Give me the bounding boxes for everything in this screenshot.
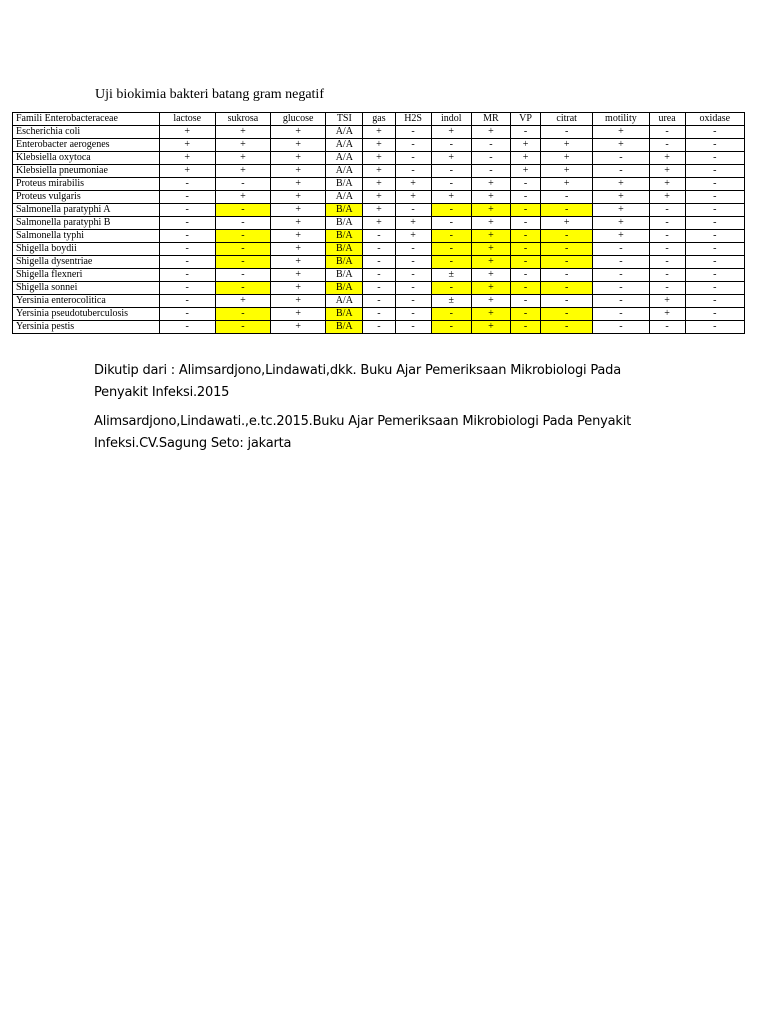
column-header: MR xyxy=(471,113,510,126)
result-cell: - xyxy=(395,269,431,282)
column-header: sukrosa xyxy=(215,113,270,126)
result-cell: + xyxy=(159,139,215,152)
bacteria-name-cell: Proteus vulgaris xyxy=(13,191,160,204)
result-cell: - xyxy=(685,269,744,282)
result-cell: - xyxy=(510,321,540,334)
bacteria-name-cell: Yersinia enterocolitica xyxy=(13,295,160,308)
result-cell: - xyxy=(685,282,744,295)
result-cell: + xyxy=(363,152,395,165)
result-cell: - xyxy=(363,269,395,282)
result-cell: - xyxy=(541,126,593,139)
result-cell: - xyxy=(649,230,685,243)
result-cell: - xyxy=(431,321,471,334)
result-cell: A/A xyxy=(326,139,363,152)
result-cell: - xyxy=(159,243,215,256)
result-cell: - xyxy=(395,256,431,269)
result-cell: + xyxy=(159,165,215,178)
result-cell: - xyxy=(215,256,270,269)
result-cell: + xyxy=(363,178,395,191)
result-cell: - xyxy=(431,204,471,217)
result-cell: - xyxy=(510,217,540,230)
column-header: gas xyxy=(363,113,395,126)
result-cell: - xyxy=(510,191,540,204)
result-cell: B/A xyxy=(326,204,363,217)
result-cell: + xyxy=(649,178,685,191)
result-cell: + xyxy=(593,178,649,191)
result-cell: A/A xyxy=(326,152,363,165)
result-cell: - xyxy=(471,139,510,152)
result-cell: - xyxy=(685,139,744,152)
result-cell: - xyxy=(649,256,685,269)
result-cell: - xyxy=(649,243,685,256)
result-cell: + xyxy=(431,126,471,139)
result-cell: - xyxy=(215,230,270,243)
result-cell: + xyxy=(159,152,215,165)
result-cell: - xyxy=(649,321,685,334)
result-cell: - xyxy=(593,295,649,308)
result-cell: - xyxy=(649,139,685,152)
result-cell: - xyxy=(395,152,431,165)
result-cell: + xyxy=(271,152,326,165)
result-cell: + xyxy=(471,191,510,204)
result-cell: - xyxy=(685,321,744,334)
table-row xyxy=(13,308,745,321)
result-cell: + xyxy=(471,243,510,256)
result-cell: + xyxy=(271,126,326,139)
result-cell: + xyxy=(271,165,326,178)
table-header-row xyxy=(13,113,745,126)
result-cell: + xyxy=(541,178,593,191)
result-cell: + xyxy=(541,139,593,152)
result-cell: + xyxy=(431,191,471,204)
result-cell: A/A xyxy=(326,191,363,204)
result-cell: - xyxy=(395,126,431,139)
result-cell: + xyxy=(363,191,395,204)
result-cell: - xyxy=(649,282,685,295)
result-cell: - xyxy=(159,269,215,282)
result-cell: + xyxy=(395,191,431,204)
result-cell: - xyxy=(395,139,431,152)
result-cell: + xyxy=(363,126,395,139)
table-row xyxy=(13,256,745,269)
result-cell: B/A xyxy=(326,230,363,243)
result-cell: - xyxy=(363,308,395,321)
column-header-family: Famili Enterobacteraceae xyxy=(13,113,160,126)
result-cell: - xyxy=(363,256,395,269)
table-row xyxy=(13,269,745,282)
reference-text: Alimsardjono,Lindawati.,e.tc.2015.Buku Ajar Pemeriksaan Mikrobiologi Pada Penyakit Infeksi.CV.Sagung Seto: jakarta xyxy=(94,414,632,451)
bacteria-name-cell: Enterobacter aerogenes xyxy=(13,139,160,152)
result-cell: B/A xyxy=(326,256,363,269)
result-cell: + xyxy=(215,295,270,308)
result-cell: - xyxy=(685,126,744,139)
result-cell: - xyxy=(363,321,395,334)
result-cell: B/A xyxy=(326,282,363,295)
bacteria-name-cell: Salmonella typhi xyxy=(13,230,160,243)
result-cell: - xyxy=(363,230,395,243)
result-cell: - xyxy=(510,230,540,243)
table-row xyxy=(13,217,745,230)
result-cell: - xyxy=(541,269,593,282)
result-cell: - xyxy=(510,282,540,295)
result-cell: - xyxy=(593,321,649,334)
result-cell: - xyxy=(541,204,593,217)
table-row xyxy=(13,282,745,295)
result-cell: + xyxy=(271,178,326,191)
result-cell: A/A xyxy=(326,295,363,308)
result-cell: - xyxy=(215,217,270,230)
result-cell: - xyxy=(593,243,649,256)
result-cell: + xyxy=(271,321,326,334)
bacteria-name-cell: Yersinia pestis xyxy=(13,321,160,334)
result-cell: + xyxy=(363,217,395,230)
result-cell: + xyxy=(159,126,215,139)
column-header: urea xyxy=(649,113,685,126)
column-header: VP xyxy=(510,113,540,126)
result-cell: - xyxy=(593,152,649,165)
result-cell: - xyxy=(649,269,685,282)
result-cell: + xyxy=(395,178,431,191)
result-cell: - xyxy=(541,308,593,321)
result-cell: + xyxy=(271,308,326,321)
document-title: Uji biokimia bakteri batang gram negatif xyxy=(95,87,324,102)
result-cell: - xyxy=(159,230,215,243)
bacteria-name-cell: Shigella flexneri xyxy=(13,269,160,282)
result-cell: + xyxy=(271,256,326,269)
biochemistry-table xyxy=(12,112,745,334)
bacteria-name-cell: Yersinia pseudotuberculosis xyxy=(13,308,160,321)
result-cell: - xyxy=(159,178,215,191)
result-cell: - xyxy=(471,152,510,165)
result-cell: + xyxy=(363,165,395,178)
result-cell: + xyxy=(649,191,685,204)
result-cell: - xyxy=(510,295,540,308)
result-cell: - xyxy=(649,126,685,139)
result-cell: - xyxy=(649,204,685,217)
result-cell: + xyxy=(471,230,510,243)
table-row xyxy=(13,165,745,178)
result-cell: + xyxy=(593,230,649,243)
result-cell: - xyxy=(431,217,471,230)
result-cell: + xyxy=(593,126,649,139)
quoted-from-text: Dikutip dari : Alimsardjono,Lindawati,dkk. Buku Ajar Pemeriksaan Mikrobiologi Pada Penyakit Infeksi.2015 xyxy=(94,363,621,400)
result-cell: - xyxy=(363,295,395,308)
result-cell: ± xyxy=(431,269,471,282)
result-cell: - xyxy=(541,282,593,295)
result-cell: - xyxy=(363,282,395,295)
result-cell: - xyxy=(685,191,744,204)
result-cell: - xyxy=(541,321,593,334)
result-cell: - xyxy=(510,204,540,217)
result-cell: + xyxy=(271,243,326,256)
column-header: H2S xyxy=(395,113,431,126)
result-cell: - xyxy=(395,243,431,256)
table-row xyxy=(13,191,745,204)
result-cell: + xyxy=(363,139,395,152)
result-cell: - xyxy=(215,321,270,334)
table-row xyxy=(13,321,745,334)
result-cell: - xyxy=(431,282,471,295)
result-cell: - xyxy=(685,256,744,269)
result-cell: - xyxy=(685,308,744,321)
column-header: indol xyxy=(431,113,471,126)
bacteria-name-cell: Escherichia coli xyxy=(13,126,160,139)
result-cell: - xyxy=(159,282,215,295)
result-cell: + xyxy=(510,139,540,152)
result-cell: + xyxy=(471,178,510,191)
result-cell: B/A xyxy=(326,269,363,282)
result-cell: - xyxy=(395,295,431,308)
result-cell: - xyxy=(159,191,215,204)
result-cell: - xyxy=(215,204,270,217)
result-cell: + xyxy=(271,282,326,295)
result-cell: - xyxy=(395,165,431,178)
result-cell: + xyxy=(471,282,510,295)
result-cell: - xyxy=(541,191,593,204)
result-cell: + xyxy=(471,256,510,269)
result-cell: - xyxy=(215,282,270,295)
result-cell: - xyxy=(159,256,215,269)
result-cell: - xyxy=(159,217,215,230)
result-cell: + xyxy=(593,139,649,152)
bacteria-name-cell: Shigella sonnei xyxy=(13,282,160,295)
result-cell: - xyxy=(215,308,270,321)
result-cell: - xyxy=(431,139,471,152)
result-cell: - xyxy=(685,217,744,230)
result-cell: A/A xyxy=(326,165,363,178)
bacteria-name-cell: Shigella dysentriae xyxy=(13,256,160,269)
column-header: motility xyxy=(593,113,649,126)
result-cell: - xyxy=(159,308,215,321)
result-cell: + xyxy=(215,152,270,165)
result-cell: - xyxy=(395,308,431,321)
table-row xyxy=(13,204,745,217)
result-cell: - xyxy=(685,243,744,256)
result-cell: B/A xyxy=(326,243,363,256)
result-cell: + xyxy=(471,321,510,334)
result-cell: B/A xyxy=(326,217,363,230)
result-cell: + xyxy=(510,165,540,178)
result-cell: - xyxy=(593,256,649,269)
result-cell: - xyxy=(363,243,395,256)
result-cell: + xyxy=(395,217,431,230)
result-cell: + xyxy=(271,217,326,230)
result-cell: - xyxy=(685,230,744,243)
result-cell: + xyxy=(271,295,326,308)
bacteria-name-cell: Salmonella paratyphi A xyxy=(13,204,160,217)
result-cell: + xyxy=(471,204,510,217)
result-cell: + xyxy=(471,308,510,321)
result-cell: - xyxy=(215,269,270,282)
result-cell: - xyxy=(593,269,649,282)
result-cell: - xyxy=(431,178,471,191)
table-row xyxy=(13,139,745,152)
table-row xyxy=(13,243,745,256)
result-cell: - xyxy=(431,308,471,321)
result-cell: - xyxy=(159,321,215,334)
result-cell: - xyxy=(649,217,685,230)
result-cell: - xyxy=(510,243,540,256)
result-cell: + xyxy=(649,295,685,308)
result-cell: + xyxy=(215,126,270,139)
bacteria-name-cell: Shigella boydii xyxy=(13,243,160,256)
result-cell: + xyxy=(271,230,326,243)
result-cell: B/A xyxy=(326,321,363,334)
result-cell: B/A xyxy=(326,308,363,321)
result-cell: - xyxy=(395,282,431,295)
table-row xyxy=(13,295,745,308)
result-cell: - xyxy=(159,204,215,217)
result-cell: - xyxy=(395,321,431,334)
result-cell: + xyxy=(215,191,270,204)
result-cell: + xyxy=(271,139,326,152)
result-cell: + xyxy=(649,152,685,165)
result-cell: - xyxy=(431,230,471,243)
bacteria-name-cell: Klebsiella oxytoca xyxy=(13,152,160,165)
result-cell: B/A xyxy=(326,178,363,191)
result-cell: + xyxy=(271,269,326,282)
result-cell: - xyxy=(431,165,471,178)
result-cell: + xyxy=(510,152,540,165)
result-cell: ± xyxy=(431,295,471,308)
result-cell: - xyxy=(685,204,744,217)
table-body xyxy=(13,126,745,334)
result-cell: - xyxy=(510,308,540,321)
column-header: citrat xyxy=(541,113,593,126)
result-cell: - xyxy=(685,178,744,191)
result-cell: + xyxy=(395,230,431,243)
column-header: TSI xyxy=(326,113,363,126)
result-cell: - xyxy=(395,204,431,217)
result-cell: - xyxy=(159,295,215,308)
result-cell: - xyxy=(593,308,649,321)
result-cell: - xyxy=(471,165,510,178)
result-cell: - xyxy=(685,152,744,165)
result-cell: + xyxy=(431,152,471,165)
column-header: lactose xyxy=(159,113,215,126)
column-header: oxidase xyxy=(685,113,744,126)
result-cell: - xyxy=(431,256,471,269)
result-cell: + xyxy=(541,152,593,165)
result-cell: + xyxy=(593,204,649,217)
result-cell: A/A xyxy=(326,126,363,139)
table-row xyxy=(13,152,745,165)
result-cell: - xyxy=(510,126,540,139)
result-cell: - xyxy=(593,165,649,178)
bacteria-name-cell: Salmonella paratyphi B xyxy=(13,217,160,230)
result-cell: - xyxy=(541,230,593,243)
result-cell: - xyxy=(510,256,540,269)
result-cell: - xyxy=(215,178,270,191)
result-cell: - xyxy=(215,243,270,256)
result-cell: - xyxy=(510,269,540,282)
result-cell: + xyxy=(471,295,510,308)
result-cell: + xyxy=(471,217,510,230)
result-cell: - xyxy=(510,178,540,191)
table-row xyxy=(13,126,745,139)
result-cell: + xyxy=(471,269,510,282)
result-cell: + xyxy=(271,204,326,217)
table-row xyxy=(13,230,745,243)
result-cell: - xyxy=(685,165,744,178)
result-cell: + xyxy=(593,191,649,204)
result-cell: - xyxy=(593,282,649,295)
column-header: glucose xyxy=(271,113,326,126)
result-cell: + xyxy=(541,217,593,230)
result-cell: + xyxy=(271,191,326,204)
result-cell: - xyxy=(541,243,593,256)
result-cell: - xyxy=(541,256,593,269)
result-cell: + xyxy=(541,165,593,178)
result-cell: + xyxy=(471,126,510,139)
bacteria-name-cell: Klebsiella pneumoniae xyxy=(13,165,160,178)
result-cell: - xyxy=(431,243,471,256)
result-cell: + xyxy=(649,308,685,321)
bacteria-name-cell: Proteus mirabilis xyxy=(13,178,160,191)
result-cell: + xyxy=(215,139,270,152)
result-cell: + xyxy=(593,217,649,230)
result-cell: - xyxy=(685,295,744,308)
result-cell: + xyxy=(649,165,685,178)
result-cell: - xyxy=(541,295,593,308)
result-cell: + xyxy=(215,165,270,178)
result-cell: + xyxy=(363,204,395,217)
table-row xyxy=(13,178,745,191)
